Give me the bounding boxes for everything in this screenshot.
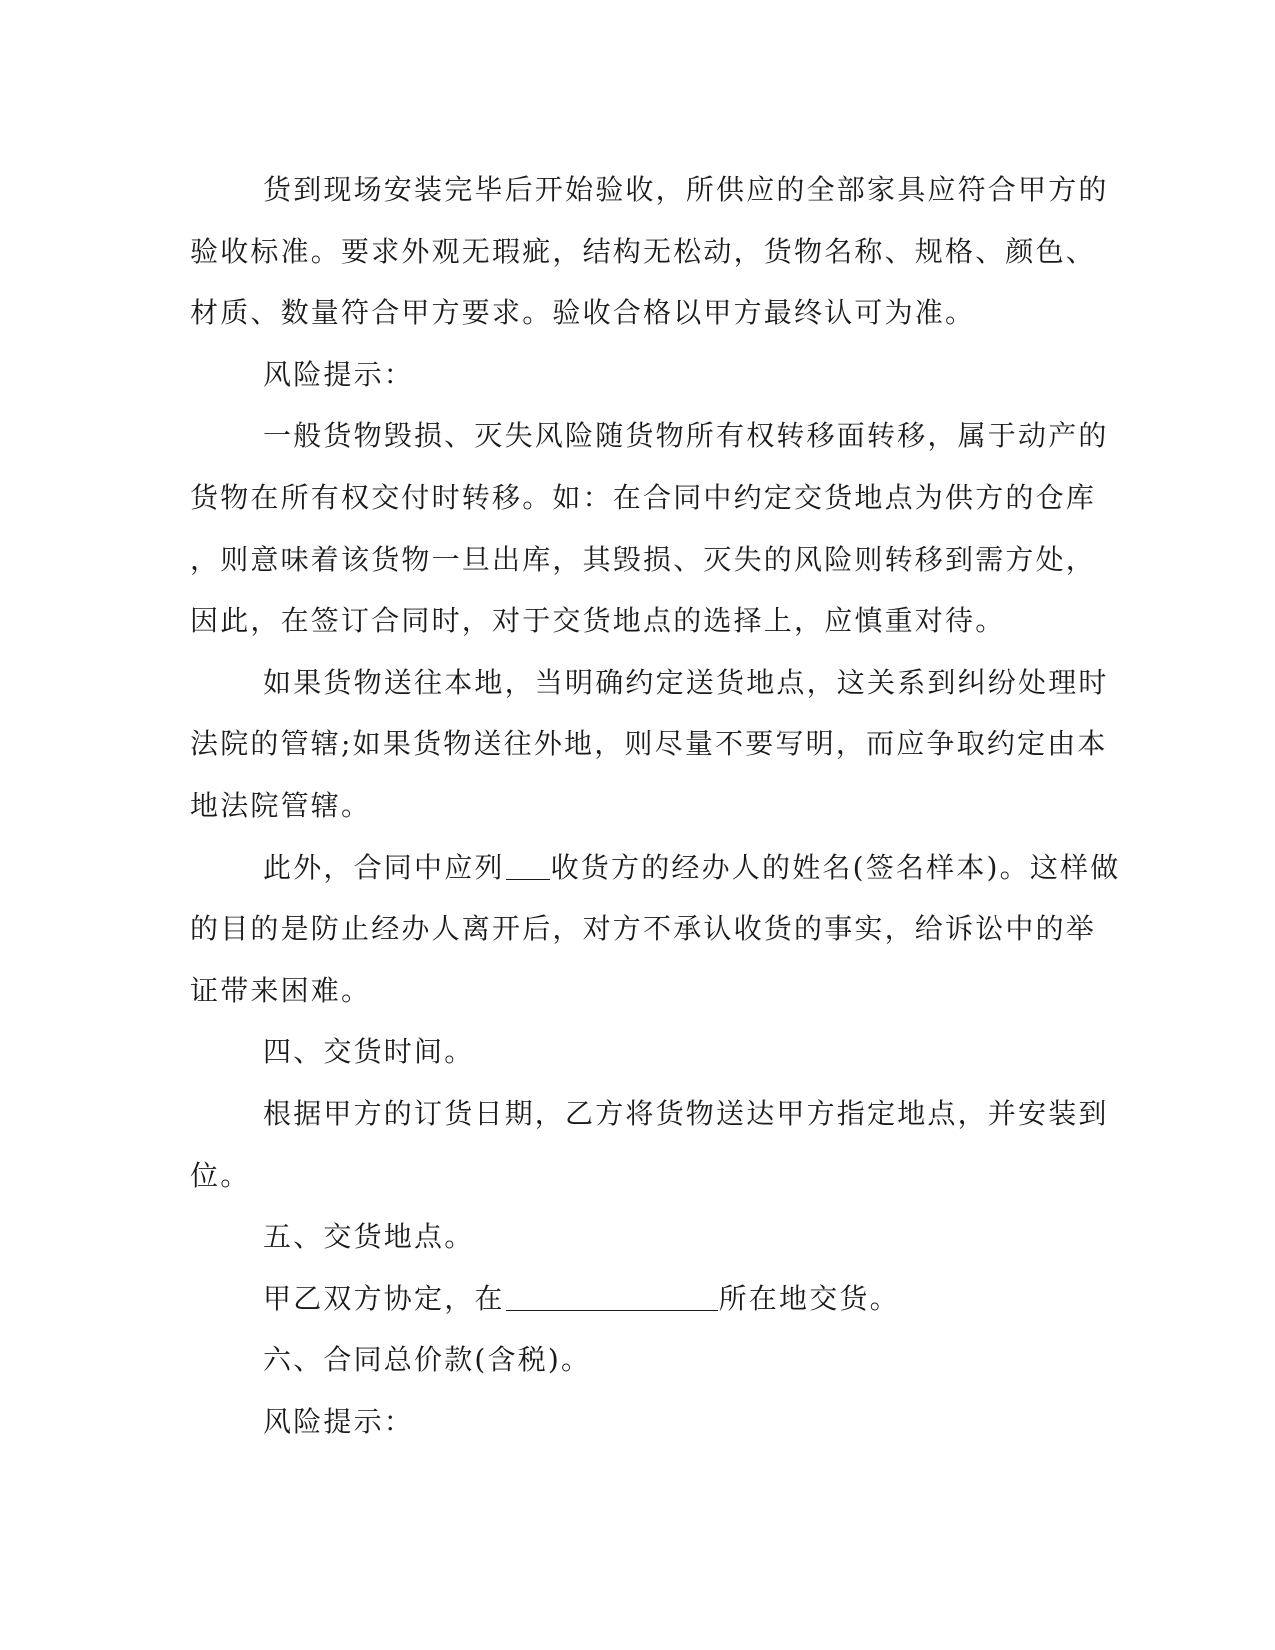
paragraph-jurisdiction-line-1: 如果货物送往本地，当明确约定送货地点，这关系到纠纷处理时 [263,665,1109,699]
delivery-place-text-after-blank: 所在地交货。 [718,1281,900,1315]
paragraph-risk-line-2: 货物在所有权交付时转移。如：在合同中约定交货地点为供方的仓库 [190,480,1097,514]
paragraph-jurisdiction-line-2: 法院的管辖;如果货物送往外地，则尽量不要写明，而应争取约定由本 [190,727,1108,761]
paragraph-risk-line-4: 因此，在签订合同时，对于交货地点的选择上，应慎重对待。 [190,604,1006,638]
paragraph-signature-line-3: 证带来困难。 [190,973,372,1007]
risk-notice-heading-2: 风险提示： [263,1404,415,1438]
paragraph-delivery-place [190,1268,1070,1330]
risk-notice-heading-1: 风险提示： [263,357,415,391]
paragraph-risk-line-3: ，则意味着该货物一旦出库，其毁损、灭失的风险则转移到需方处， [190,542,1097,576]
section-heading-total-price: 六、合同总价款(含税)。 [263,1343,592,1377]
section-heading-delivery-time: 四、交货时间。 [263,1035,475,1069]
paragraph-acceptance-line-1: 货到现场安装完毕后开始验收，所供应的全部家具应符合甲方的 [263,173,1109,206]
delivery-place-text-before-blank: 甲乙双方协定，在 [263,1281,505,1315]
paragraph-acceptance-line-3: 材质、数量符合甲方要求。验收合格以甲方最终认可为准。 [190,296,976,330]
paragraph-acceptance-line-2: 验收标准。要求外观无瑕疵，结构无松动，货物名称、规格、颜色、 [190,234,1097,268]
signature-text-before-blank: 此外，合同中应列 [263,850,505,884]
section-heading-delivery-place: 五、交货地点。 [263,1220,475,1254]
paragraph-delivery-time-line-1: 根据甲方的订货日期，乙方将货物送达甲方指定地点，并安装到 [263,1096,1109,1130]
paragraph-delivery-time-line-2: 位。 [190,1158,251,1192]
paragraph-jurisdiction-line-3: 地法院管辖。 [190,788,372,822]
paragraph-risk-line-1: 一般货物毁损、灭失风险随货物所有权转移面转移，属于动产的 [263,419,1109,453]
paragraph-signature-line-2: 的目的是防止经办人离开后，对方不承认收货的事实，给诉讼中的举 [190,912,1097,946]
paragraph-signature-line-1 [190,837,1121,899]
signature-blank-field [506,847,550,880]
signature-text-after-blank: 收货方的经办人的姓名(签名样本)。这样做 [550,850,1121,884]
delivery-place-blank-field [506,1278,718,1311]
document-body [190,159,1121,1452]
